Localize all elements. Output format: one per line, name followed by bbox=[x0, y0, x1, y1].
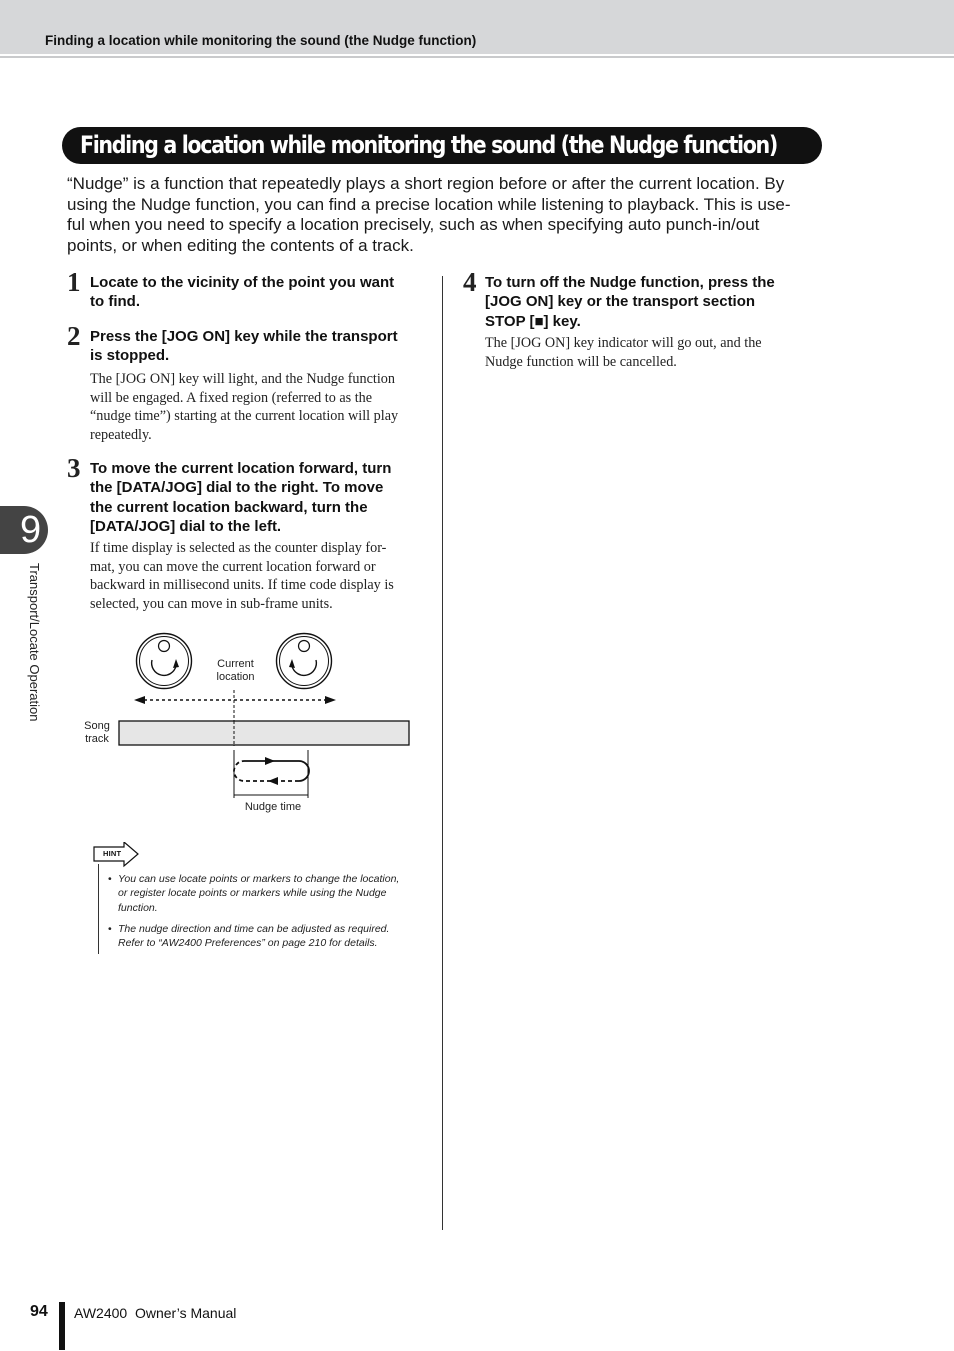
step-heading-line: [JOG ON] key or the transport section bbox=[485, 293, 756, 311]
step-heading-line: Locate to the vicinity of the point you want bbox=[90, 274, 395, 291]
hint-line: The nudge direction and time can be adjusted as required. bbox=[118, 923, 390, 935]
hint-line: function. bbox=[118, 901, 158, 914]
step-body-line: mat, you can move the current location forward or bbox=[90, 558, 376, 575]
step-heading-line: the [DATA/JOG] dial to the right. To move bbox=[90, 479, 384, 497]
current-location-label bbox=[208, 658, 263, 684]
song-track-bar bbox=[119, 721, 409, 745]
chapter-side-label: Transport/Locate Operation bbox=[27, 563, 42, 722]
step-body bbox=[90, 370, 398, 444]
hint-rule bbox=[98, 864, 99, 954]
step-body bbox=[90, 539, 394, 613]
step-heading bbox=[485, 273, 775, 331]
page-number: 94 bbox=[30, 1303, 48, 1320]
bullet: • bbox=[108, 873, 112, 885]
label-line: location bbox=[216, 671, 255, 683]
hint-line: or register locate points or markers while using the Nudge bbox=[118, 887, 387, 900]
loop-icon bbox=[234, 757, 309, 785]
step-body-line: Nudge function will be cancelled. bbox=[485, 353, 677, 370]
step-number: 4 bbox=[463, 267, 477, 297]
section-title-banner bbox=[62, 127, 822, 164]
hint-box bbox=[92, 842, 432, 957]
intro-line: points, or when editing the contents of a track. bbox=[67, 236, 414, 256]
step-body-line: If time display is selected as the counter display for- bbox=[90, 540, 387, 556]
intro-line: “Nudge” is a function that repeatedly plays a short region before or after the current location. By bbox=[67, 174, 785, 193]
step-body-line: selected, you can move in sub-frame units. bbox=[90, 595, 333, 612]
step-body bbox=[485, 334, 762, 371]
footer-bar bbox=[59, 1302, 65, 1350]
step-body-line: The [JOG ON] key indicator will go out, and the bbox=[485, 335, 762, 351]
nudge-diagram bbox=[78, 628, 428, 823]
step-number: 2 bbox=[67, 321, 81, 351]
column-divider bbox=[442, 276, 443, 1230]
step-number: 1 bbox=[67, 267, 81, 297]
song-track-label bbox=[78, 720, 116, 746]
bullet: • bbox=[108, 923, 112, 935]
intro-line: ful when you need to specify a location precisely, such as when specifying auto punch-in/out bbox=[67, 215, 760, 235]
step-heading-line: to find. bbox=[90, 293, 140, 311]
step-body-line: “nudge time”) starting at the current location will play bbox=[90, 408, 399, 425]
step-body-line: repeatedly. bbox=[90, 426, 152, 443]
label-line: Current bbox=[217, 658, 254, 670]
intro-line: using the Nudge function, you can find a precise location while listening to playback. This is use- bbox=[67, 194, 791, 214]
step-number: 3 bbox=[67, 453, 81, 483]
step-heading-line: To move the current location forward, turn bbox=[90, 460, 392, 477]
running-header-title: Finding a location while monitoring the sound (the Nudge function) bbox=[45, 33, 477, 48]
intro-paragraph bbox=[67, 174, 822, 257]
hint-line: You can use locate points or markers to change the location, bbox=[118, 873, 400, 885]
manual-title: AW2400 Owner’s Manual bbox=[74, 1305, 237, 1321]
step-body-line: will be engaged. A fixed region (referred to as the bbox=[90, 389, 373, 406]
dial-clockwise-icon bbox=[277, 634, 332, 689]
step-heading bbox=[90, 459, 391, 537]
step-heading-line: [DATA/JOG] dial to the left. bbox=[90, 518, 282, 536]
step-heading-line: is stopped. bbox=[90, 347, 170, 365]
step-heading-line: Press the [JOG ON] key while the transport bbox=[90, 328, 398, 345]
chapter-number: 9 bbox=[20, 509, 42, 551]
nudge-time-label: Nudge time bbox=[244, 801, 302, 813]
step-body-line: backward in millisecond units. If time code display is bbox=[90, 577, 394, 594]
header-rule bbox=[0, 56, 954, 58]
dial-counterclockwise-icon bbox=[137, 634, 192, 689]
section-title: Finding a location while monitoring the sound (the Nudge function) bbox=[80, 131, 777, 159]
label-line: Song bbox=[84, 720, 110, 732]
step-heading-line: the current location backward, turn the bbox=[90, 498, 368, 516]
hint-line: Refer to “AW2400 Preferences” on page 210 for details. bbox=[118, 937, 378, 950]
step-heading-line: STOP [■] key. bbox=[485, 312, 581, 330]
step-body-line: The [JOG ON] key will light, and the Nudge function bbox=[90, 371, 395, 387]
label-line: track bbox=[85, 733, 109, 745]
step-heading bbox=[90, 327, 398, 366]
direction-arrow bbox=[134, 696, 336, 704]
hint-badge: HINT bbox=[103, 849, 122, 858]
step-heading-line: To turn off the Nudge function, press the bbox=[485, 274, 775, 291]
step-heading bbox=[90, 273, 394, 312]
